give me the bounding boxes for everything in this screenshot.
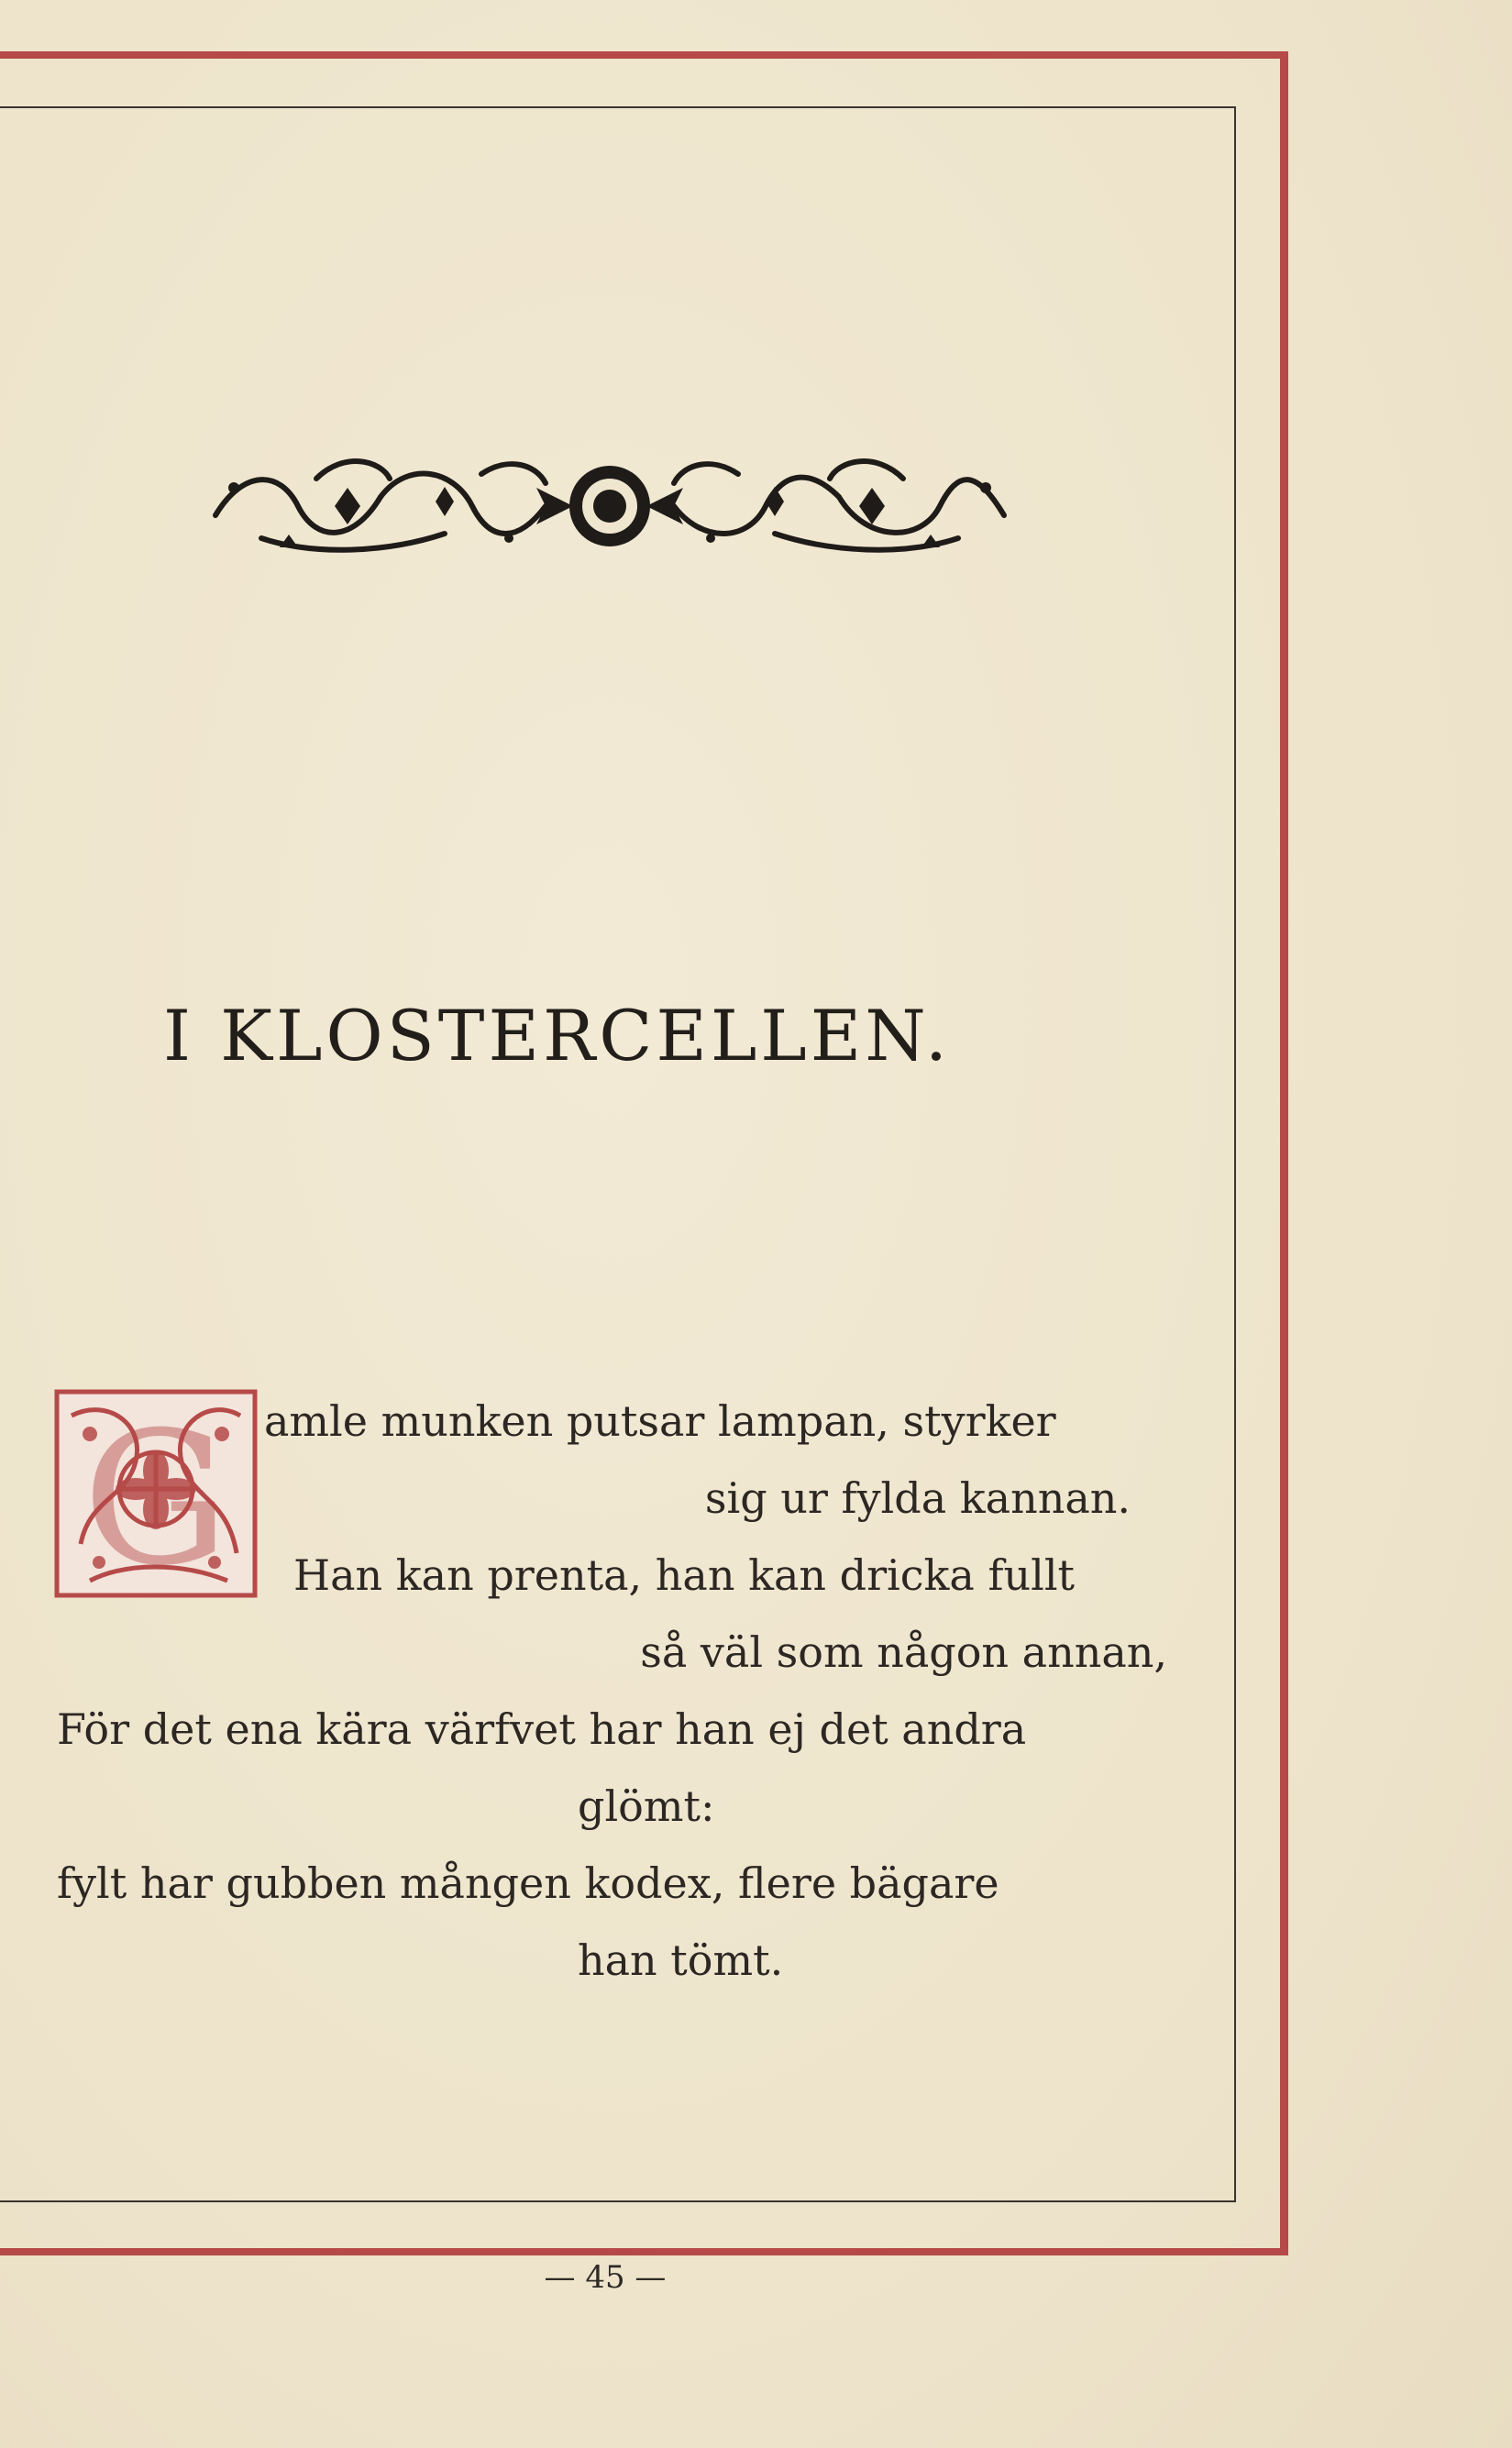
poem-line: han tömt. xyxy=(578,1935,784,1985)
poem-line: Han kan prenta, han kan dricka fullt xyxy=(293,1550,1076,1600)
poem-line: amle munken putsar lampan, styrker xyxy=(264,1396,1056,1446)
chapter-title: I KLOSTERCELLEN. xyxy=(163,995,952,1076)
poem-line: glömt: xyxy=(578,1781,715,1831)
vignette-ornament xyxy=(206,451,1013,561)
dropcap-initial xyxy=(53,1388,259,1599)
poem-line: fylt har gubben mången kodex, flere bägare xyxy=(57,1858,999,1908)
poem-line: sig ur fylda kannan. xyxy=(704,1473,1131,1523)
poem-line: så väl som någon annan, xyxy=(640,1627,1167,1677)
poem-line: För det ena kära värfvet har han ej det andra xyxy=(57,1704,1027,1754)
dropcap-letter: G xyxy=(83,1393,229,1599)
page-number: — 45 — xyxy=(544,2259,667,2296)
